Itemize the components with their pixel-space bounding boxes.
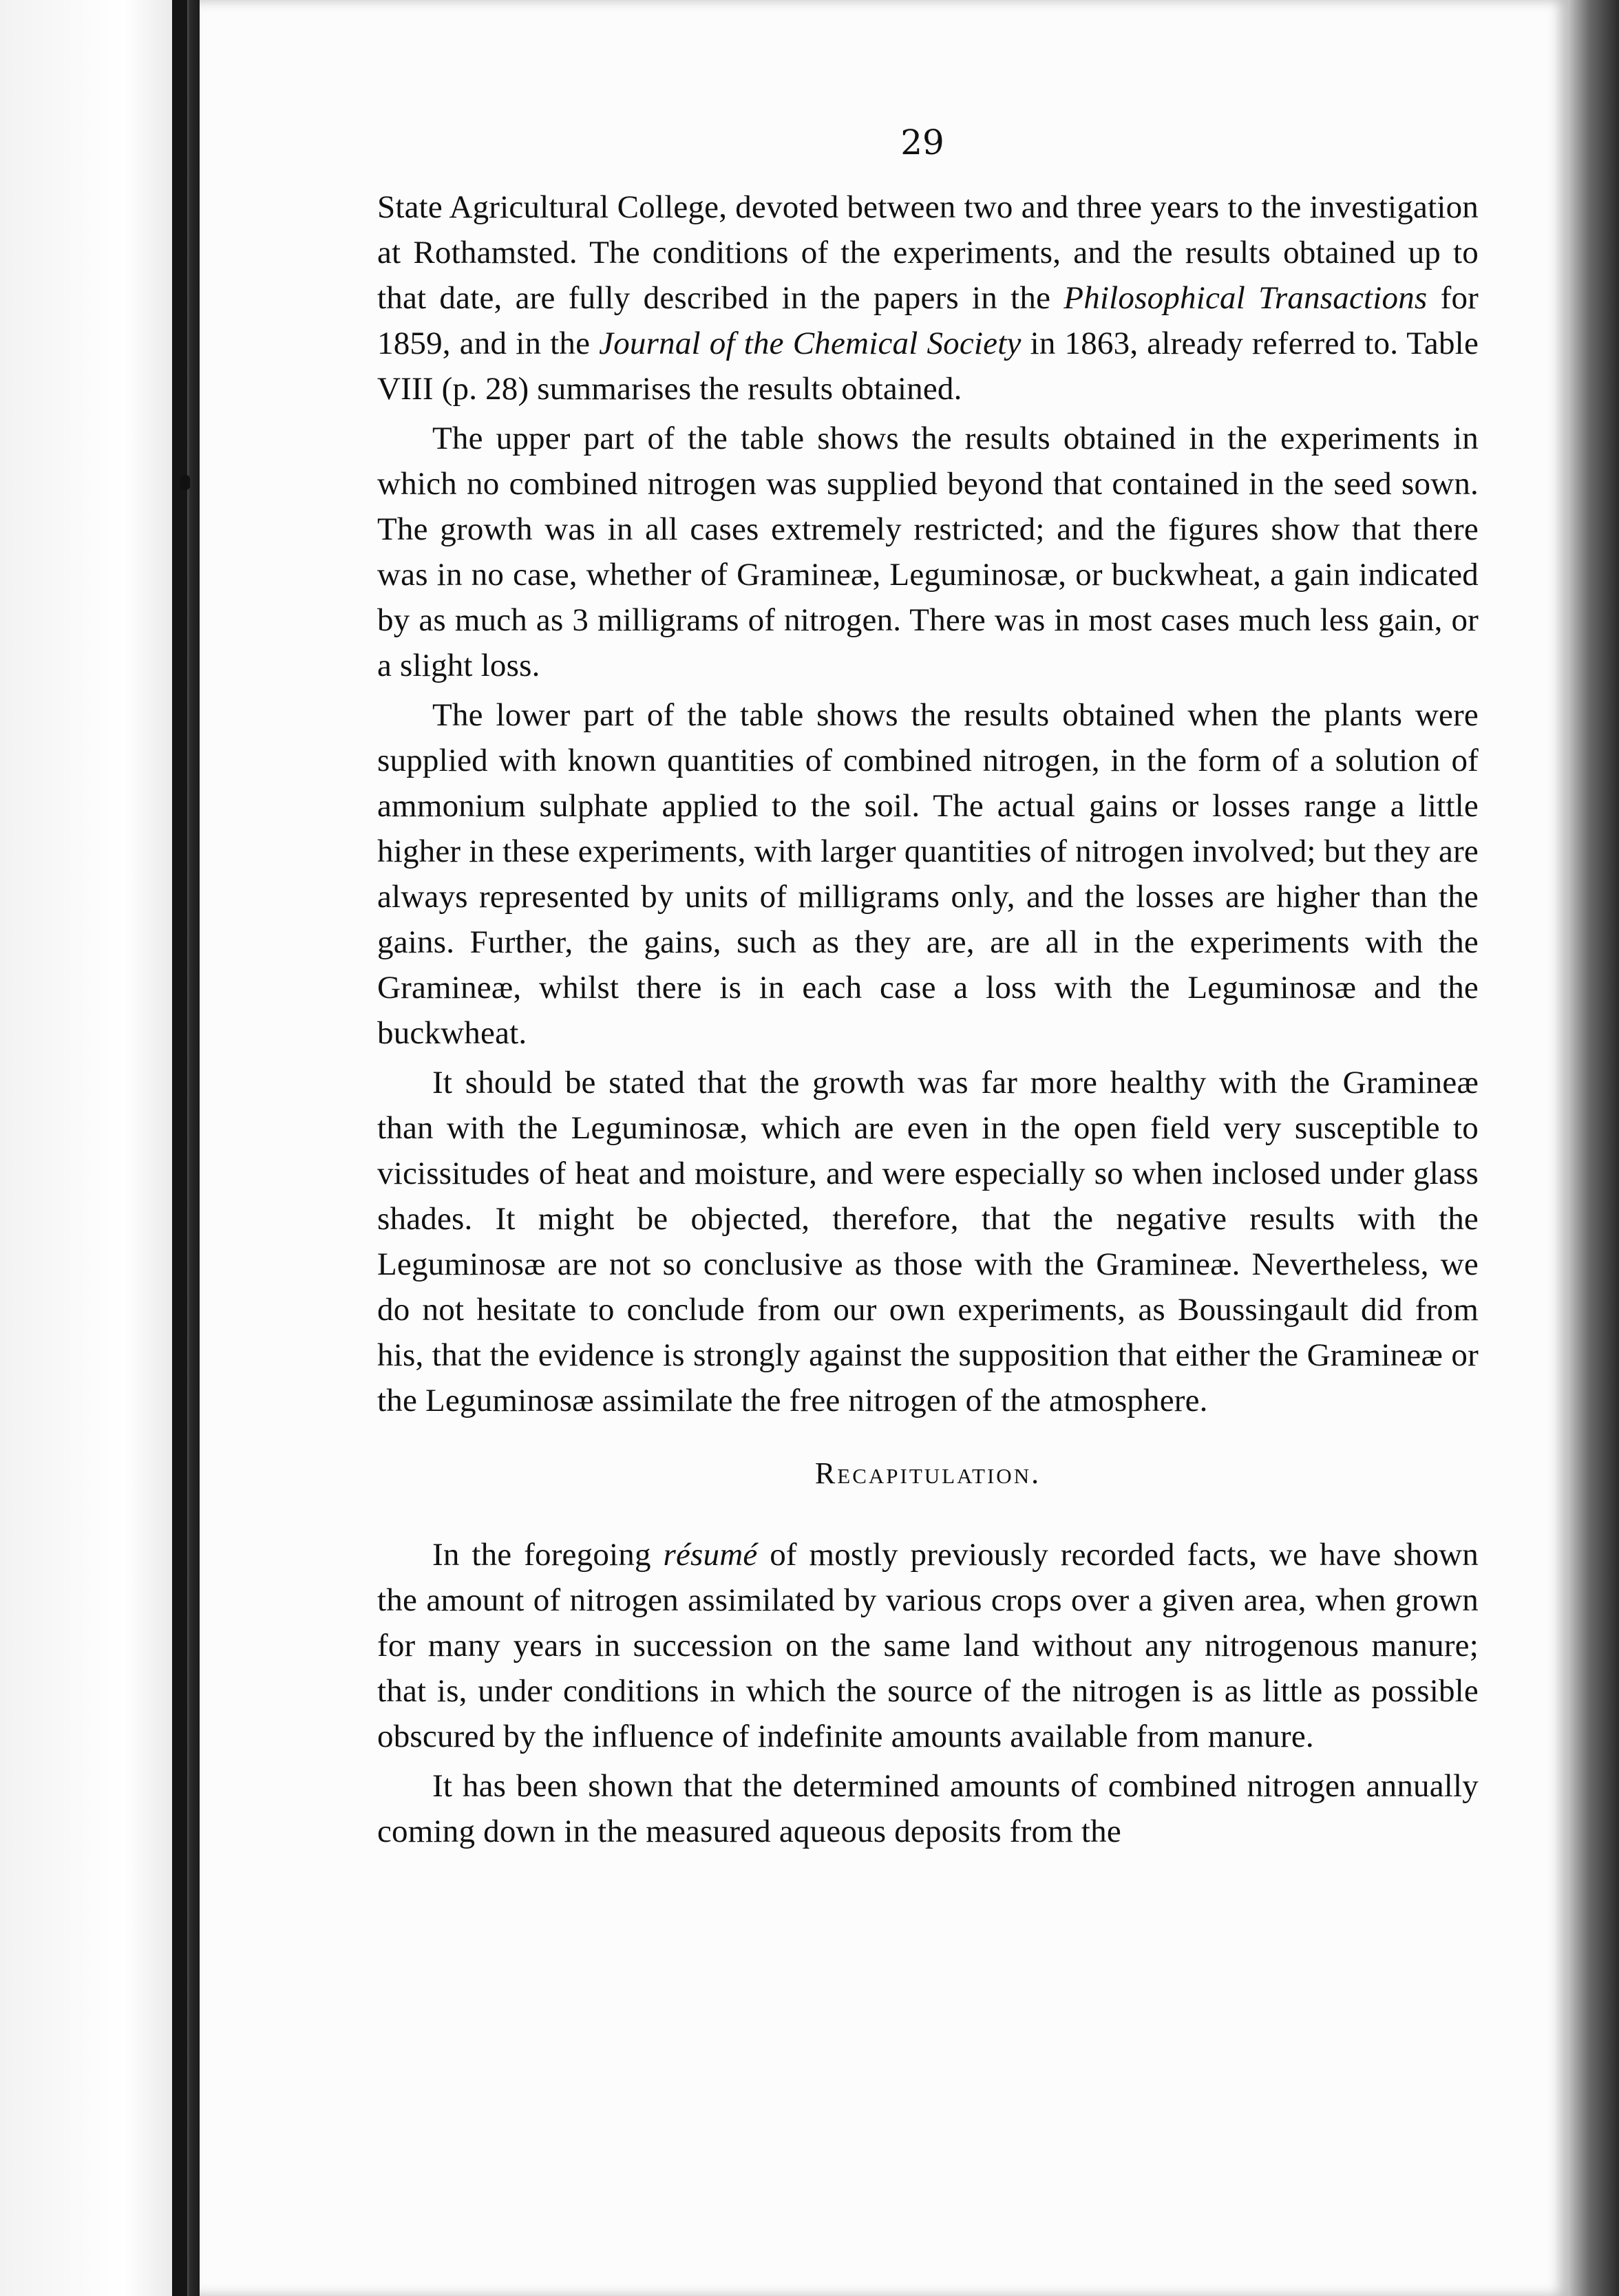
text-run: It has been shown that the determined amounts of combined nitrogen annually coming down in the measured aqueous deposits from the: [377, 1768, 1479, 1849]
text-run: The lower part of the table shows the results obtained when the plants were supplied with known quantities of combined nitrogen, in the form of a solution of ammonium sulphate applied to the soil. The actual gains or losses range a little higher in these experiments, with larger quantities of nitrogen involved; but they are always represented by units of milligrams only, and the losses are higher than the gains. Further, the gains, such as they are, are all in the experiments with the Gramineæ, whilst there is in each case a loss with the Leguminosæ and the buckwheat.: [377, 697, 1479, 1051]
section-heading: Recapitulation.: [814, 1456, 1041, 1490]
paragraph: [377, 184, 1479, 412]
italic-text: résumé: [663, 1537, 758, 1573]
paragraph: [377, 692, 1479, 1056]
paragraph: [377, 1060, 1479, 1423]
text-run: in 1863, already referred to. Table VIII (p. 28) summarises the results obtained.: [377, 326, 1479, 407]
text-run: of mostly previously recorded facts, we have shown the amount of nitrogen assimilated by various crops over a given area, when grown for many years in succession on the same land without any nitrogenous manure; that is, under conditions in which the source of the nitrogen is as little as possible obscured by the influence of indefinite amounts available from manure.: [377, 1537, 1479, 1754]
text-run: It should be stated that the growth was far more healthy with the Gramineæ than with the Leguminosæ, which are even in the open field very susceptible to vicissitudes of heat and moisture, and were especially so when inclosed under glass shades. It might be objected, therefore, that the negative results with the Leguminosæ are not so conclusive as those with the Gramineæ. Nevertheless, we do not hesitate to conclude from our own experiments, as Boussingault did from his, that the evidence is strongly against the supposition that either the Gramineæ or the Leguminosæ assimilate the free nitrogen of the atmosphere.: [377, 1065, 1479, 1418]
text-run: In the foregoing: [432, 1537, 664, 1573]
paragraph: [377, 416, 1479, 688]
paragraphs-after-heading: [377, 1532, 1479, 1854]
text-run: for 1859, and in the: [377, 280, 1479, 361]
binding-edge: [172, 0, 187, 2296]
paragraph: [377, 1763, 1479, 1854]
binding-mark: [180, 475, 190, 490]
page-number: 29: [900, 123, 944, 162]
text-run: The upper part of the table shows the results obtained in the experiments in which no combined nitrogen was supplied beyond that contained in the seed sown. The growth was in all cases extremely restricted; and the figures show that there was in no case, whether of Gramineæ, Leguminosæ, or buckwheat, a gain indicated by as much as 3 milligrams of nitrogen. There was in most cases much less gain, or a slight loss.: [377, 421, 1479, 683]
italic-text: Journal of the Chemical Society: [599, 326, 1022, 361]
body-text: [377, 184, 1479, 1854]
paragraph: [377, 1532, 1479, 1759]
paragraphs-before-heading: [377, 184, 1479, 1423]
italic-text: Philosophical Transactions: [1064, 280, 1428, 316]
page-right-edge: [1569, 0, 1619, 2296]
text-run: State Agricultural College, devoted between two and three years to the investigation at Rothamsted. The conditions of the experiments, and the results obtained up to that date, are fully described in the papers in the: [377, 189, 1479, 316]
